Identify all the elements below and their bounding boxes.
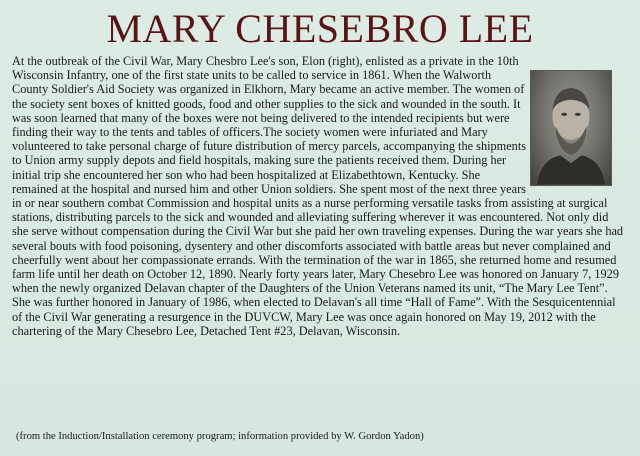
page-title: MARY CHESEBRO LEE — [106, 6, 534, 51]
biography-text — [12, 54, 624, 338]
source-credit: (from the Induction/Installation ceremony program; information provided by W. Gordon Yadon) — [16, 431, 424, 442]
portrait-spacer — [528, 54, 624, 184]
biography-body: At the outbreak of the Civil War, Mary Chesbro Lee's son, Elon (right), enlisted as a private in the 10th Wisconsin Infantry, one of the first state units to be called to service in 1861. When the Walworth County Soldier's Aid Society was organized in Elkhorn, Mary became an active member. The women of the society sent boxes of knitted goods, food and other supplies to the sick and wounded in the south. It was soon learned that many of the boxes were not being delivered to the intended recipients but were finding their way to the tents and tables of officers.The society women were infuriated and Mary volunteered to take personal charge of future distribution of mercy parcels, accompanying the shipments to Union army supply depots and field hospitals, making sure the patients received them. During her initial trip she encountered her son who had been hospitalized at Elizabethtown, Kentucky. She remained at the hospital and nursed him and other Union soldiers. She spent most of the next three years in or near southern combat Commission and hospital units as a nurse performing versatile tasks from assisting at surgical stations, distributing parcels to the sick and wounded and alleviating suffering wherever it was encountered. Not only did she serve without compensation during the Civil War but she paid her own traveling expenses. During the war years she had several bouts with food poisoning, dysentery and other discomforts associated with battle areas but never complained and cheerfully went about her compassionate errands. With the termination of the war in 1865, she returned home and resumed farm life until her death on October 12, 1890. Nearly forty years later, Mary Chesebro Lee was honored on January 7, 1929 when the newly organized Delavan chapter of the Daughters of the Union Veterans named its unit, “The Mary Lee Tent”. She was further honored in January of 1986, when elected to Delavan's all time “Hall of Fame”. With the Sesquicentennial of the Civil War generating a resurgence in the DUVCW, Mary Lee was once again honored on May 19, 2012 with the chartering of the Mary Chesebro Lee, Detached Tent #23, Delavan, Wisconsin. — [12, 54, 624, 338]
